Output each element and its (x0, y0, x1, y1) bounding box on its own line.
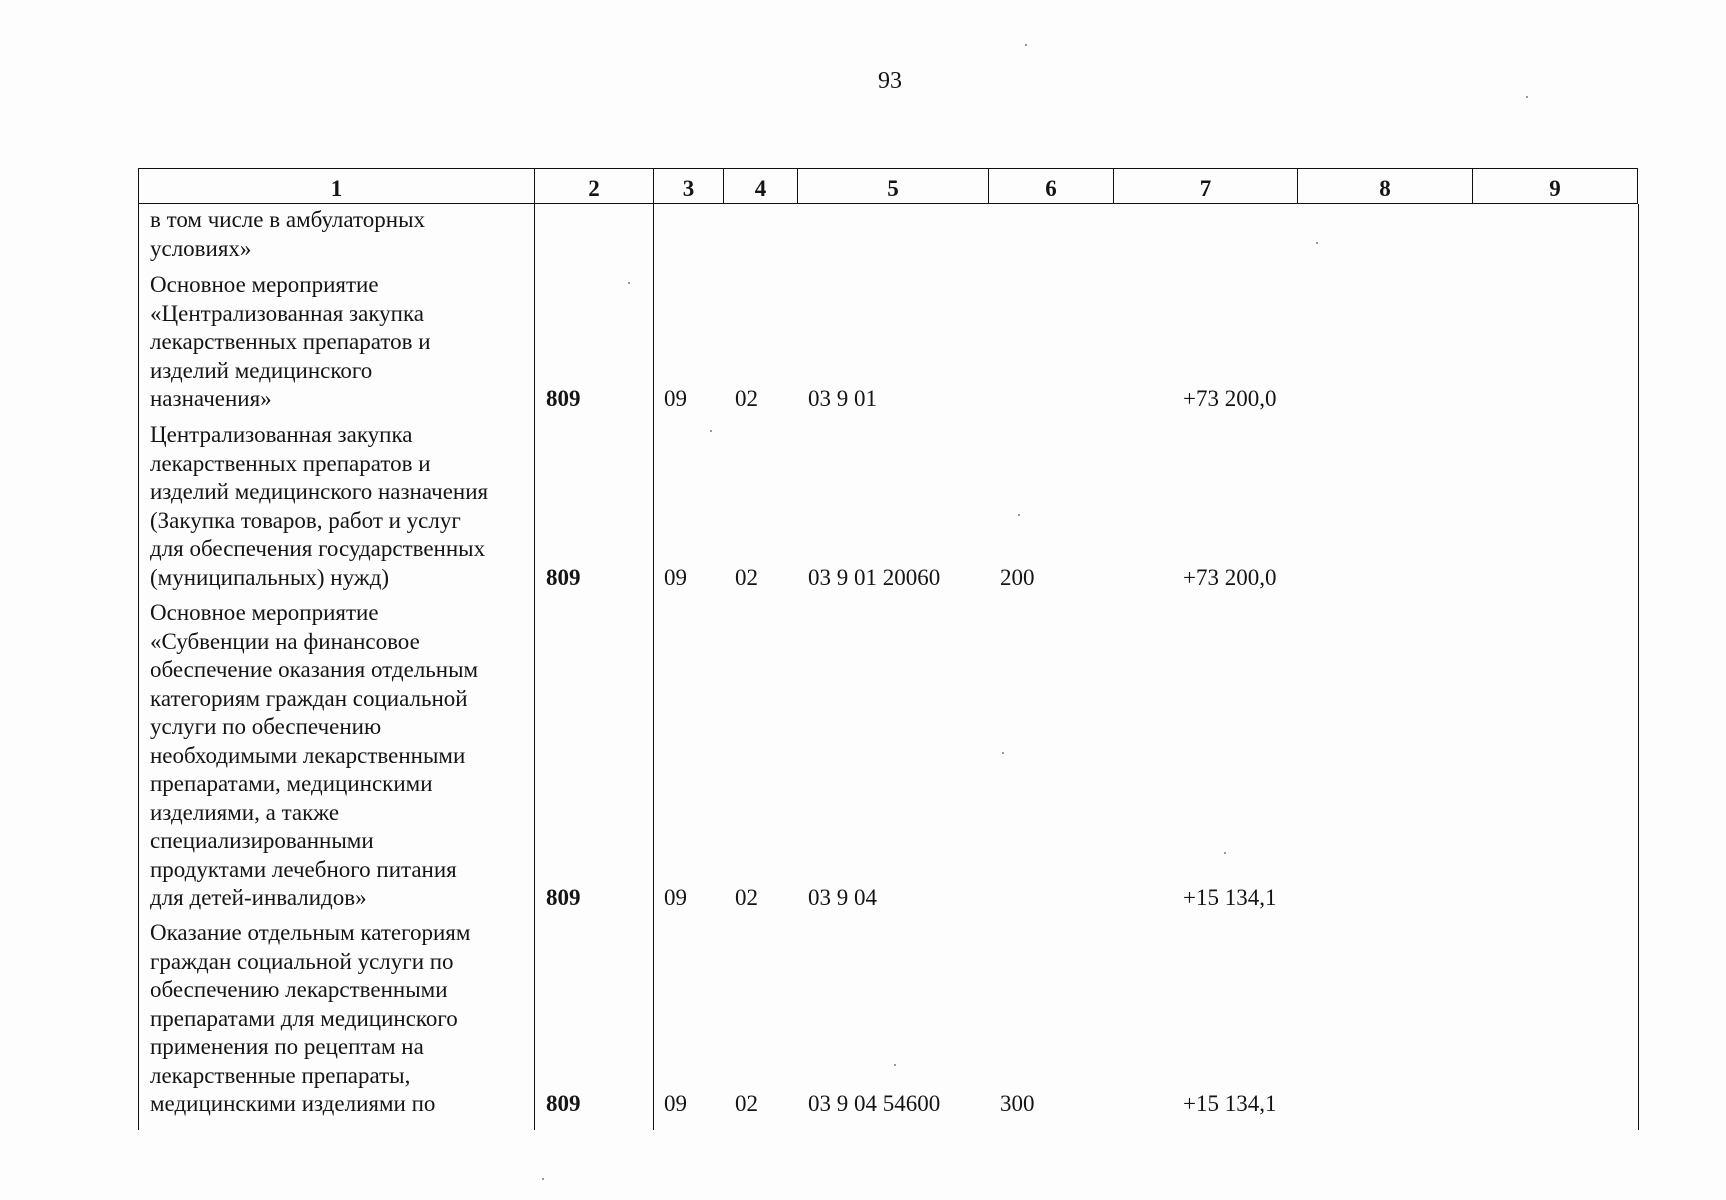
cell-col-3: 09 (664, 885, 687, 910)
header-col-2: 2 (534, 168, 653, 204)
header-col-5: 5 (797, 168, 988, 204)
cell-col-2: 809 (546, 386, 581, 411)
row-name: Централизованная закупка лекарственных препаратов и изделий медицинского назначения (Закупка товаров, работ и услуг для обеспечения государственных (муниципальных) нужд) (150, 422, 489, 590)
cell-col-4: 02 (735, 1091, 758, 1116)
cell-col-7: +15 134,1 (1183, 1091, 1277, 1116)
header-col-6: 6 (988, 168, 1113, 204)
scan-speck (1224, 852, 1226, 854)
cell-col-6: 200 (1000, 565, 1035, 590)
cell-col-2: 809 (546, 1091, 581, 1116)
column-rule (534, 204, 535, 1130)
row-name: Основное мероприятие «Централизованная закупка лекарственных препаратов и изделий медицинского назначения» (150, 272, 431, 411)
cell-col-2: 809 (546, 885, 581, 910)
cell-col-3: 09 (664, 565, 687, 590)
cell-col-5: 03 9 01 20060 (808, 565, 941, 590)
scan-speck (894, 1064, 896, 1066)
column-rule (138, 204, 139, 1130)
cell-col-7: +73 200,0 (1183, 565, 1277, 590)
header-col-8: 8 (1297, 168, 1472, 204)
scan-speck (1316, 242, 1318, 244)
header-col-9: 9 (1472, 168, 1638, 204)
table-header-row (138, 168, 1638, 204)
header-col-1: 1 (138, 168, 534, 204)
cell-col-3: 09 (664, 386, 687, 411)
cell-col-5: 03 9 04 54600 (808, 1091, 941, 1116)
cell-col-3: 09 (664, 1091, 687, 1116)
cell-col-5: 03 9 04 (808, 885, 877, 910)
cell-col-7: +73 200,0 (1183, 386, 1277, 411)
scan-speck (1025, 44, 1027, 46)
cell-col-2: 809 (546, 565, 581, 590)
header-col-4: 4 (723, 168, 797, 204)
cell-col-5: 03 9 01 (808, 386, 877, 411)
column-rule (653, 204, 654, 1130)
cell-col-4: 02 (735, 386, 758, 411)
page-number: 93 (878, 68, 902, 94)
scan-speck (1526, 96, 1528, 98)
row-name: Оказание отдельным категориям граждан социальной услуги по обеспечению лекарственными препаратами для медицинского применения по рецептам на лекарственные препараты, медицинскими изделиями по (150, 920, 471, 1116)
row-name: в том числе в амбулаторных условиях» (150, 207, 426, 261)
scan-speck (542, 1178, 544, 1180)
cell-col-4: 02 (735, 885, 758, 910)
row-name: Основное мероприятие «Субвенции на финансовое обеспечение оказания отдельным категориям граждан социальной услуги по обеспечению необходимыми лекарственными препаратами, медицинскими изделиями, а также специализированными продуктами лечебного питания для детей-инвалидов» (150, 600, 479, 910)
cell-col-7: +15 134,1 (1183, 885, 1277, 910)
scan-speck (710, 430, 712, 432)
header-col-7: 7 (1113, 168, 1297, 204)
scan-speck (1018, 514, 1020, 516)
scan-speck (628, 282, 630, 284)
scan-speck (1002, 752, 1004, 754)
header-col-3: 3 (653, 168, 723, 204)
cell-col-4: 02 (735, 565, 758, 590)
cell-col-6: 300 (1000, 1091, 1035, 1116)
column-rule (1638, 204, 1639, 1130)
